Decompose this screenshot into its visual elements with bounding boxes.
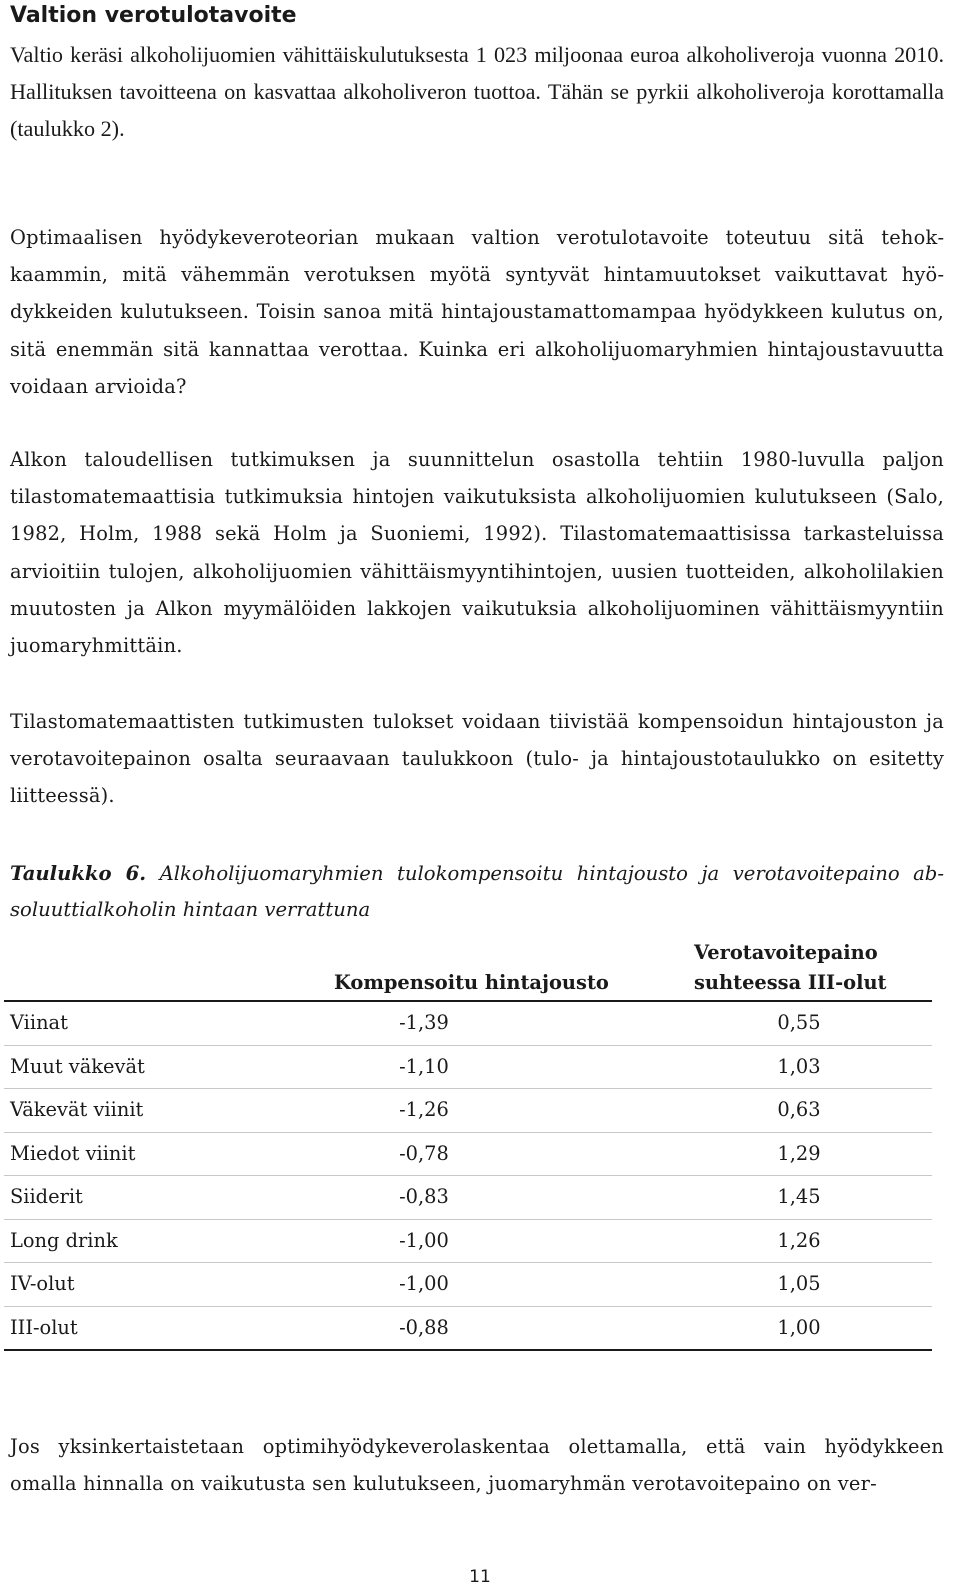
- row-name: Long drink: [10, 1228, 118, 1252]
- row-weight: 1,29: [777, 1141, 821, 1165]
- row-weight: 0,55: [777, 1011, 821, 1034]
- header-tax-weight: [694, 938, 904, 998]
- row-weight: 0,63: [777, 1098, 821, 1121]
- page-number: 11: [469, 1567, 491, 1587]
- row-compensated: -0,88: [399, 1315, 449, 1339]
- paragraph-1: Valtio keräsi alkoholijuomien vähittäiskulutuksesta 1 023 miljoonaa euroa alkoholiveroja vuonna 2010. Hallituksen tavoitteena on kasvattaa alkoholiveron tuottoa. Tähän se pyrkii alkoholiveroja korottamalla (taulukko 2).: [10, 42, 944, 142]
- row-name: Siiderit: [10, 1185, 83, 1208]
- row-weight: 1,00: [777, 1315, 821, 1339]
- table-caption-label: Taulukko 6.: [10, 862, 147, 885]
- table-header: [4, 936, 932, 1002]
- data-table: [4, 936, 932, 1351]
- paragraph-4: Tilastomatemaattisten tutkimusten tulokset voidaan tiivistää kompensoidun hintajouston ja verotavoitepainon osalta seuraavaan taulukkoon (tulo- ja hintajoustotaulukko on esitetty liitteessä).: [10, 710, 944, 808]
- paragraph-2: Optimaalisen hyödykeveroteorian mukaan valtion verotulotavoite toteutuu sitä tehokkaammin, mitä vähemmän verotuksen myötä syntyvät hintamuutokset vaikuttavat hyödykkeiden kulutukseen. Toisin sanoa mitä hintajoustamattomampaa hyödykkeen kulutus on, sitä enemmän sitä kannattaa verottaa. Kuinka eri alkoholijuomaryhmien hintajoustavuutta voidaan arvioida?: [10, 226, 944, 398]
- row-name: Viinat: [10, 1011, 68, 1034]
- table-row: [4, 1263, 932, 1307]
- row-name: Väkevät viinit: [10, 1098, 144, 1121]
- table-row: [4, 1133, 932, 1177]
- row-weight: 1,03: [777, 1054, 821, 1078]
- header-tax-weight-line2: suhteessa III-olut: [694, 971, 887, 994]
- row-compensated: -1,26: [399, 1098, 449, 1121]
- table-row: [4, 1176, 932, 1220]
- row-name: IV-olut: [10, 1272, 75, 1295]
- row-compensated: -0,78: [399, 1141, 449, 1165]
- row-name: Miedot viinit: [10, 1141, 136, 1165]
- row-name: Muut väkevät: [10, 1054, 145, 1078]
- paragraph-3: Alkon taloudellisen tutkimuksen ja suunnittelun osastolla tehtiin 1980-luvulla paljon tilastomatemaattisia tutkimuksia hintojen vaikutuksista alkoholijuomien kulutukseen (Salo, 1982, Holm, 1988 sekä Holm ja Suoniemi, 1992). Tilastomatemaattisissa tarkasteluissa arvioitiin tulojen, alkoholijuomien vähittäismyyntihintojen, uusien tuotteiden, alkoholilakien muutosten ja Alkon myymälöiden lakkojen vaikutuksia alkoholijuominen vähittäismyyntiin juomaryhmittäin.: [10, 448, 944, 658]
- table-row: [4, 1307, 932, 1352]
- row-weight: 1,45: [777, 1185, 821, 1208]
- header-compensated-elasticity: Kompensoitu hintajousto: [334, 971, 609, 994]
- table-row: [4, 1046, 932, 1090]
- paragraph-5: Jos yksinkertaistetaan optimihyödykeverolaskentaa olettamalla, että vain hyödykkeen omalla hinnalla on vaikutusta sen kulutukseen, juomaryhmän verotavoitepaino on ver-: [10, 1435, 944, 1496]
- row-weight: 1,26: [777, 1228, 821, 1252]
- table-row: [4, 1089, 932, 1133]
- section-heading: Valtion verotulotavoite: [10, 3, 297, 28]
- row-name: III-olut: [10, 1315, 78, 1339]
- table-row: [4, 1220, 932, 1264]
- row-weight: 1,05: [777, 1272, 821, 1295]
- row-compensated: -0,83: [399, 1185, 449, 1208]
- table-caption: [10, 856, 944, 928]
- table-row: [4, 1002, 932, 1046]
- row-compensated: -1,10: [399, 1054, 449, 1078]
- row-compensated: -1,00: [399, 1272, 449, 1295]
- row-compensated: -1,00: [399, 1228, 449, 1252]
- row-compensated: -1,39: [399, 1011, 449, 1034]
- table-caption-text: Alkoholijuomaryhmien tulokompensoitu hintajousto ja verotavoitepaino absoluuttialkoholin hintaan verrattuna: [10, 862, 944, 921]
- header-tax-weight-line1: Verotavoitepaino: [694, 941, 878, 964]
